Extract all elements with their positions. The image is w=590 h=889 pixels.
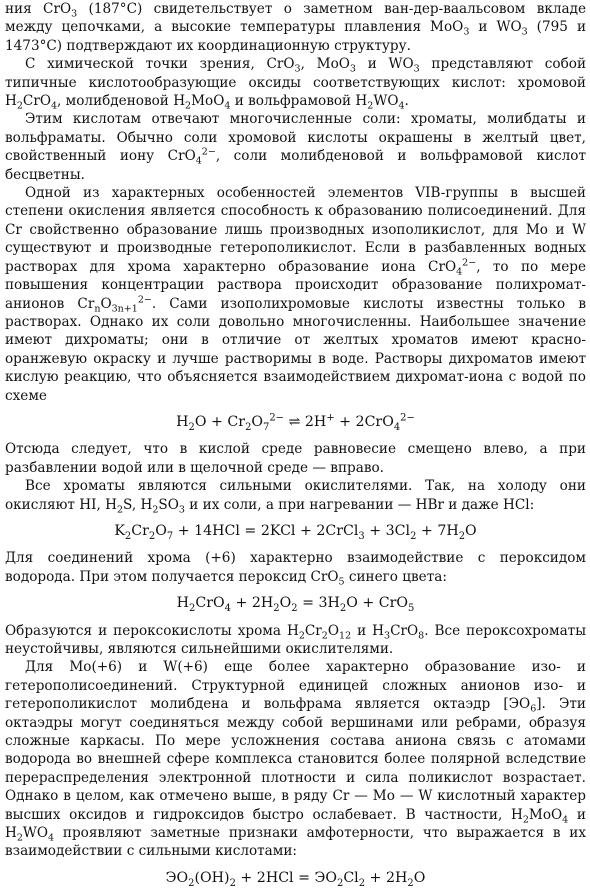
equation: $K_2Cr_2O_7 + 14HCl = 2KCl$ + 2CrCl$_3$ + $3Cl_2 + 7H_2O$ (114, 522, 477, 542)
paragraph: Образуются и пероксокислоты хрома $H_2Cr_2O_{12}$ и $H_3CrO_8$. Все пероксохроматы неустойчивы, являются сильнейшими окислителями. (5, 622, 587, 657)
equation: $ЭO_2(OH)_2 + 2HCl = ЭO_2Cl_2 + 2H_2O$ (165, 869, 426, 889)
paragraph: Для Mo(+6) и W(+6) еще более характерно образование изо- и гетерополисоединений. Структурной единицей сложных анионов изо- и гетерополикислот молибдена и вольфрама является октаэдр $[ЭO_6]$. Эти октаэдры могут соединяться между собой вершинами или ребрами, образуя сложные каркасы. По мере усложнения состава аниона связь с атомами водорода во внешней сфере комплекса становится более полярной вследствие перераспределения электронной плотности и сила поликислот возрастает. Однако в целом, как отмечено выше, в ряду Cr — Mo — W кислотный характер высших оксидов и гидроксидов быстро ослабевает. В частности, $H_2MoO_4$ и $H_2WO_4$ проявляют заметные признаки амфотерности, что выражается в их взаимодействии с сильными кислотами: (5, 659, 586, 860)
paragraph: С химической точки зрения, CrO$_3$, MoO$_3$ и $WO_3$ представляют собой типичные кислотообразующие оксиды соответствующих кислот: хромовой $H_2CrO_4$, молибденовой $H_2MoO_4$ и вольфрамовой $H_2WO_4$. (5, 56, 587, 112)
equation: $H_2O + Cr_2O_7^{2-}$ ⇌ 2H+ + 2CrO$_4^{2-}$ (176, 412, 415, 433)
paragraph: Отсюда следует, что в кислой среде равновесие смещено влево, а при разбавлении водой или в щелочной среде — вправо. (5, 441, 586, 476)
paragraph: Все хроматы являются сильными окислителями. Так, на холоду они окисляют HI, $H_2S$, $H_2SO_3$ и их соли, а при нагревании — HBr и даже HCl: (5, 478, 586, 516)
equation: $H_2CrO_4 + 2H_2O_2 = 3H_2O + CrO_5$ (176, 595, 415, 615)
paragraph: Этим кислотам отвечают многочисленные соли: хроматы, молибдаты и вольфраматы. Обычно соли хромовой кислоты окрашены в желтый цвет, свойственный иону CrO$_4^{2-}$, соли молибденовой и вольфрамовой кислот бесцветны. (5, 111, 586, 183)
paragraph: ния CrO$_3$ (187°C) свидетельствует о заметном ван-дер-ваальсовом вкладе между цепочками, а высокие температуры плавления MoO$_3$ и $WO_3$ (795 и 1473°C) подтверждают их координационную структуру. (5, 1, 587, 54)
paragraph: Для соединений хрома (+6) характерно взаимодействие с пероксидом водорода. При этом получается пероксид CrO$_5$ синего цвета: (5, 550, 586, 588)
paragraph: Одной из характерных особенностей элементов VIB-группы в высшей степени окисления является способность к образованию полисоединений. Для Cr свойственно образование лишь производных изополикислот, для Mo и W существуют и производные гетерополикислот. Если в разбавленных водных растворах для хрома характерно образование иона CrO$_4^{2-}$, то по мере повышения концентрации раствора происходит образование полихромат-анионов $Cr_nO_{3n+1}^{2-}$. Сами изополихромовые кислоты известны только в растворах. Однако их соли довольно многочисленны. Наибольшее значение имеют дихроматы; они в отличие от желтых хроматов имеют красно-оранжевую окраску и лучше растворимы в воде. Растворы дихроматов имеют кислую реакцию, что объясняется взаимодействием дихромат-иона с водой по схеме (5, 185, 587, 404)
